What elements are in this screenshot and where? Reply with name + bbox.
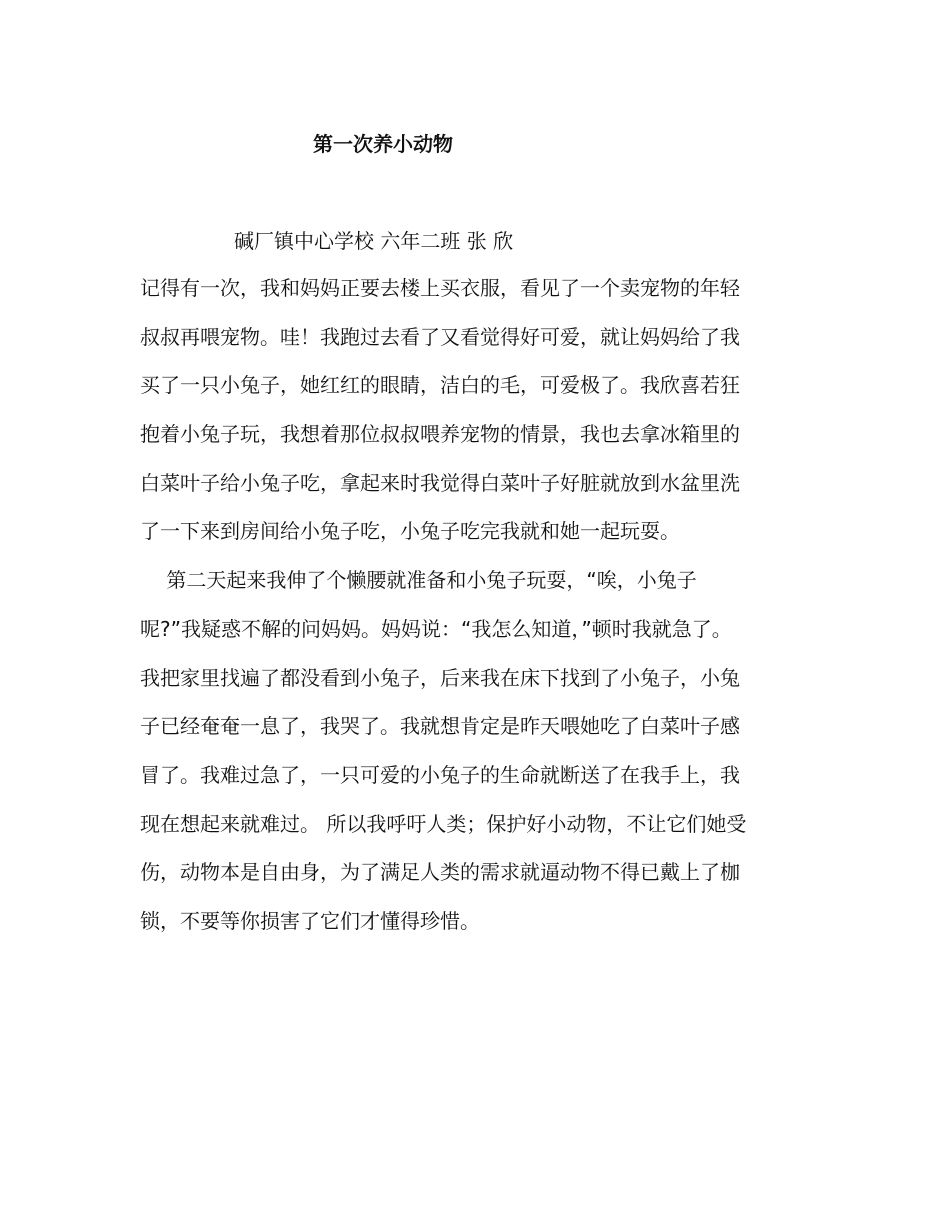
- body-line: 买了一只小兔子，她红红的眼睛，洁白的毛，可爱极了。我欣喜若狂: [140, 373, 740, 398]
- author-byline: 碱厂镇中心学校 六年二班 张 欣: [234, 229, 514, 253]
- body-line: 抱着小兔子玩，我想着那位叔叔喂养宠物的情景，我也去拿冰箱里的: [140, 422, 740, 447]
- body-line: 呢?”我疑惑不解的问妈妈。妈妈说：“我怎么知道，”顿时我就急了。: [140, 616, 732, 641]
- body-line: 了一下来到房间给小兔子吃，小兔子吃完我就和她一起玩耍。: [140, 519, 680, 544]
- body-line: 子已经奄奄一息了，我哭了。我就想肯定是昨天喂她吃了白菜叶子感: [140, 714, 740, 739]
- body-line: 白菜叶子给小兔子吃，拿起来时我觉得白菜叶子好脏就放到水盆里洗: [140, 470, 740, 495]
- body-line: 伤，动物本是自由身，为了满足人类的需求就逼动物不得已戴上了枷: [140, 860, 740, 885]
- body-line: 现在想起来就难过。 所以我呼吁人类；保护好小动物，不让它们她受: [140, 811, 747, 836]
- page-title: 第一次养小动物: [313, 132, 453, 156]
- body-line: 记得有一次，我和妈妈正要去楼上买衣服，看见了一个卖宠物的年轻: [140, 276, 740, 300]
- body-line: 冒了。我难过急了，一只可爱的小兔子的生命就断送了在我手上，我: [140, 762, 740, 787]
- body-line: 第二天起来我伸了个懒腰就准备和小兔子玩耍，“唉，小兔子: [140, 568, 697, 593]
- body-line: 锁，不要等你损害了它们才懂得珍惜。: [140, 908, 480, 933]
- essay-body: [140, 274, 840, 956]
- body-line: 我把家里找遍了都没看到小兔子，后来我在床下找到了小兔子，小兔: [140, 665, 740, 690]
- body-line: 叔叔再喂宠物。哇！我跑过去看了又看觉得好可爱，就让妈妈给了我: [140, 324, 740, 349]
